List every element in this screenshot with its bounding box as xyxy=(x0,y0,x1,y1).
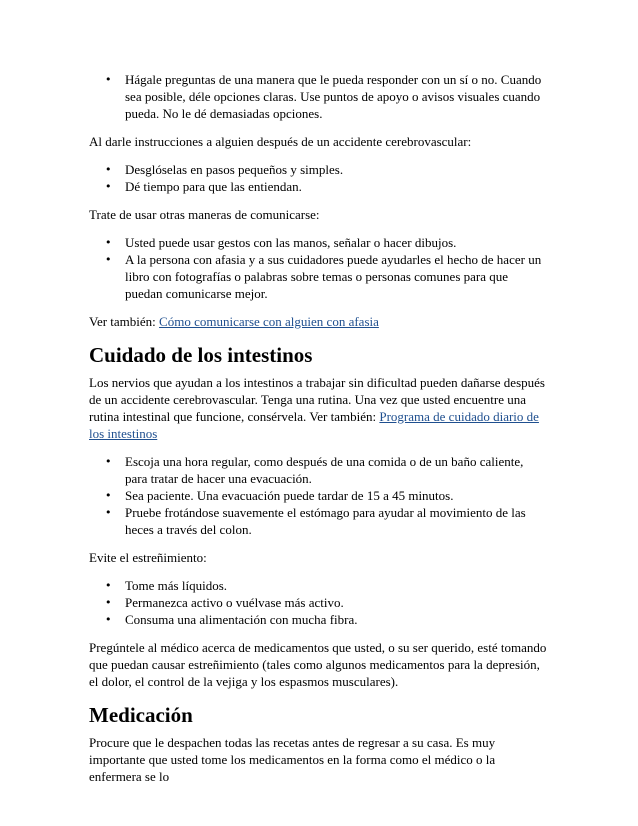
aphasia-link[interactable]: Cómo comunicarse con alguien con afasia xyxy=(159,314,379,329)
list-item: • Sea paciente. Una evacuación puede tardar de 15 a 45 minutos. xyxy=(89,487,548,504)
bullet-list-communication xyxy=(89,234,548,302)
list-item: • Consuma una alimentación con mucha fibra. xyxy=(89,611,548,628)
paragraph-text: Los nervios que ayudan a los intestinos a trabajar sin dificultad pueden dañarse después de un accidente cerebrovascular. Tenga una rutina. Una vez que usted encuentre una rutina intestinal que funcione, consérvela. Ver también: xyxy=(89,375,545,424)
list-item: • Pruebe frotándose suavemente el estómago para ayudar al movimiento de las heces a través del colon. xyxy=(89,504,548,538)
list-item: • Escoja una hora regular, como después de una comida o de un baño caliente, para tratar de hacer una evacuación. xyxy=(89,453,548,487)
paragraph: Trate de usar otras maneras de comunicarse: xyxy=(89,207,320,222)
list-item: • Desglóselas en pasos pequeños y simples. xyxy=(89,161,548,178)
list-item: • Hágale preguntas de una manera que le pueda responder con un sí o no. Cuando sea posible, déle opciones claras. Use puntos de apoyo o avisos visuales cuando pueda. No le dé demasiadas opciones. xyxy=(89,71,548,122)
section-heading: Medicación xyxy=(89,703,193,727)
list-item: • Usted puede usar gestos con las manos, señalar o hacer dibujos. xyxy=(89,234,548,251)
bullet-list-constipation xyxy=(89,577,548,628)
paragraph: Evite el estreñimiento: xyxy=(89,550,207,565)
paragraph: Procure que le despachen todas las recetas antes de regresar a su casa. Es muy importante que usted tome los medicamentos en la forma como el médico o la enfermera se lo xyxy=(89,735,496,784)
paragraph: Pregúntele al médico acerca de medicamentos que usted, o su ser querido, esté tomando que puedan causar estreñimiento (tales como algunos medicamentos para la depresión, el dolor, el control de la vejiga y los espasmos musculares). xyxy=(89,640,547,689)
list-item: • Tome más líquidos. xyxy=(89,577,548,594)
bullet-list-bowel xyxy=(89,453,548,538)
list-item: • A la persona con afasia y a sus cuidadores puede ayudarles el hecho de hacer un libro con fotografías o palabras sobre temas o personas comunes para que puedan comunicarse mejor. xyxy=(89,251,548,302)
list-item: • Permanezca activo o vuélvase más activo. xyxy=(89,594,548,611)
list-item: • Dé tiempo para que las entiendan. xyxy=(89,178,548,195)
see-also-paragraph xyxy=(89,313,548,330)
see-also-prefix: Ver también: xyxy=(89,314,160,329)
paragraph: Al darle instrucciones a alguien después de un accidente cerebrovascular: xyxy=(89,134,472,149)
bowel-program-link[interactable]: Programa de cuidado diario de los intestinos xyxy=(89,409,539,441)
paragraph xyxy=(89,374,548,442)
bullet-list-questions xyxy=(89,71,548,122)
section-heading: Cuidado de los intestinos xyxy=(89,343,313,367)
bullet-list-instructions xyxy=(89,161,548,195)
